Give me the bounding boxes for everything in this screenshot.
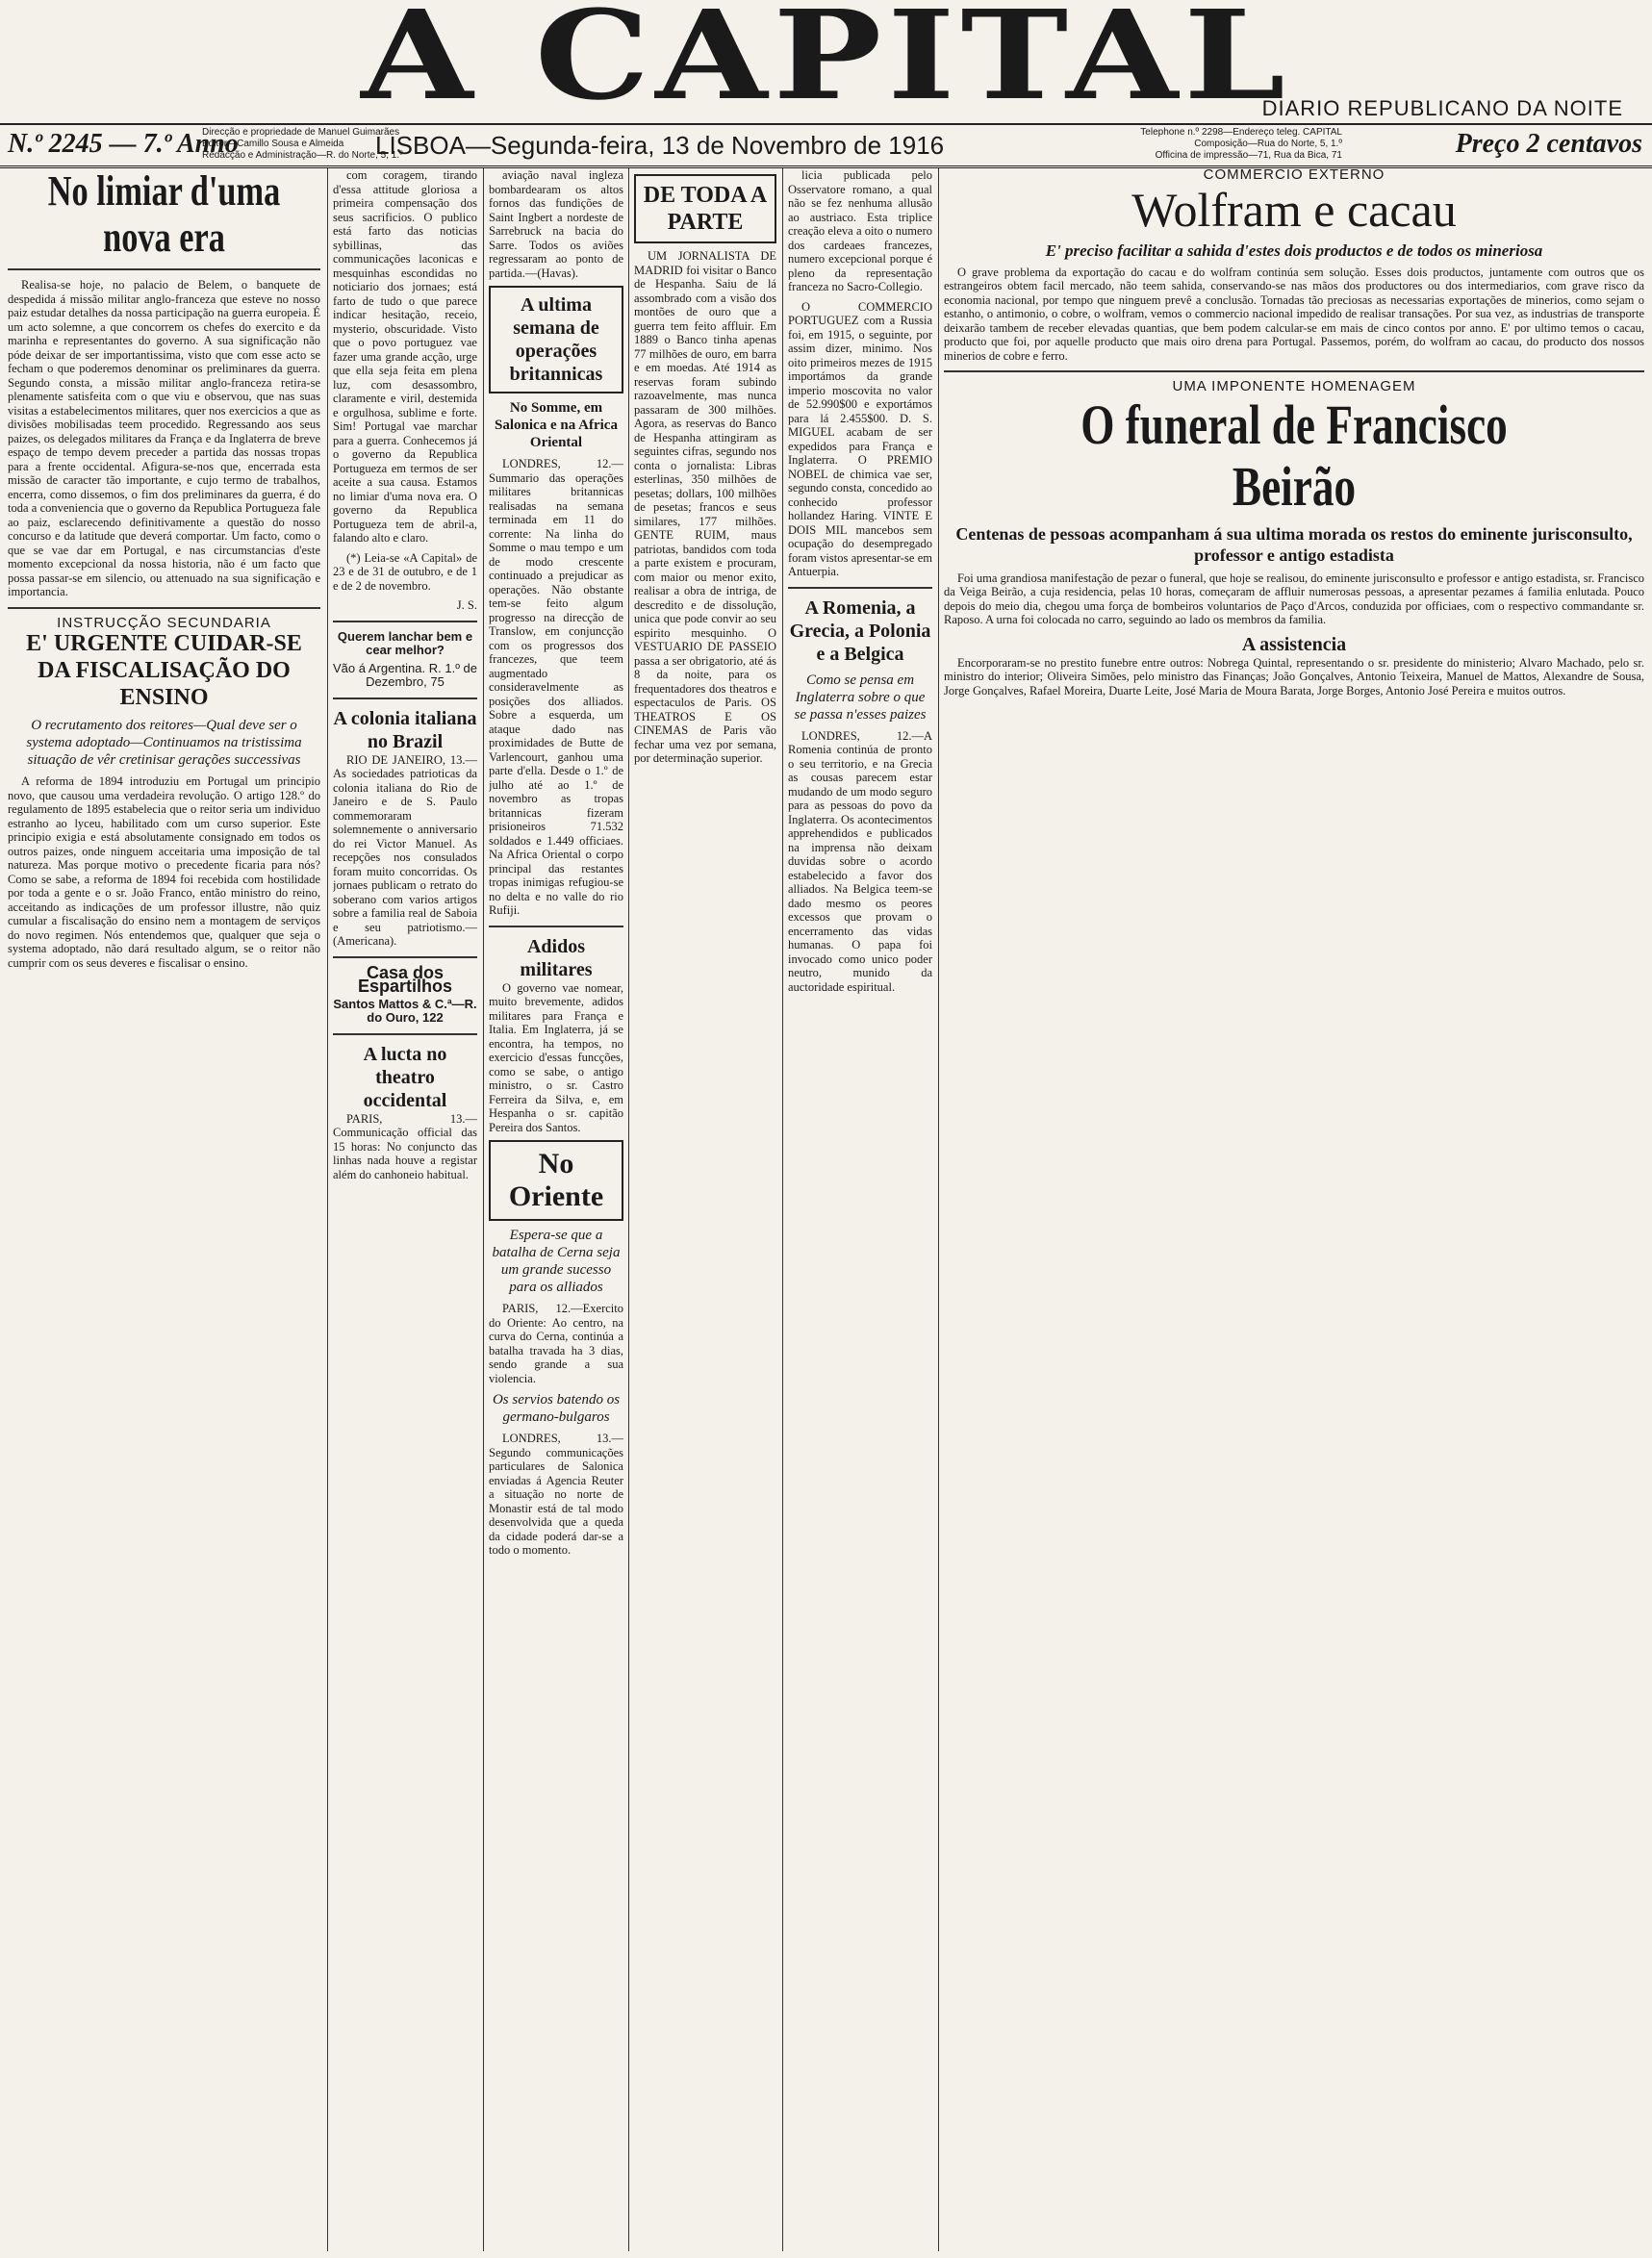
article-body: PARIS, 13.—Communicação official das 15 horas: No conjuncto das linhas nada houve a registar além do canhoneio habitual.	[333, 1111, 477, 1181]
telephone-line: Telephone n.º 2298—Endereço teleg. CAPITAL	[1140, 127, 1342, 138]
article-body: O governo vae nomear, muito brevemente, adidos militares para França e Italia. Em Inglaterra, já se encontra, ha tempos, no exercicio d'essas funcções, como se sabe, o antigo ministro, o sr. Castro Ferreira da Silva, e, em Hespanha o sr. capitão Pereira dos Santos.	[489, 980, 623, 1134]
headline-box	[489, 1140, 623, 1221]
headline-adidos: Adidos militares	[520, 935, 593, 980]
info-bar	[0, 123, 1652, 168]
divider	[944, 370, 1644, 372]
divider	[333, 956, 477, 958]
article-body: O grave problema da exportação do cacau e do wolfram continúa sem solução. Esses dois productos, juntamente com outros que os estrangeiros obtem facil mercado, não teem sahida, conservando-se nas mãos dos productores ou dos intermediarios, com grave risco da economia nacional, por tempo que ninguem prevê a conclusão. Tornadas tão preciosas as necessarias exportações de minerios, como sejam o estanho, o antimonio, o cobre, o wolfram, vemos o commercio nacional impedido de realisar transações. Por sua vez, as industrias de transporte deixarão tambem de receber elevadas quantias, que bem podem calcular-se em mais de cinco contos por anno. E' por ultimo temos o cacau, producto que foi, por aquelle producto que mais oiro drena para Portugal. Passemos, porém, do wolfram ao cacau, do producto dos nossos minerios de cobre e ferro.	[944, 265, 1644, 363]
article-body: LONDRES, 12.—Summario das operações militares britannicas realisadas na semana terminada em 11 do corrente: Na linha do Somme o mau tempo e um de modo crescente continuado a prejudicar as operações. Não obstante tem-se feito algum progresso na direcção de Translow, em conjuncção com os progressos dos francezes, que teem augmentado consideravelmente as posições dos alliados. Sobre a esquerda, um ataque dado nas proximidades de Butte de Varlencourt, ganhou uma parte d'ella. Desde o 1.º de julho até ao 1.º de novembro as tropas britannicas fizeram prisioneiros 71.532 soldados e 1.449 officiaes. Na Africa Oriental o corpo principal das restantes tropas inimigas refugiou-se no delta e no valle do rio Rufiji.	[489, 457, 623, 917]
article-deck: E' preciso facilitar a sahida d'estes dois productos e de todos os mineriosa	[1045, 241, 1543, 260]
divider	[788, 587, 932, 589]
article-deck: Como se pensa em Inglaterra sobre o que se passa n'esses paizes	[794, 672, 927, 723]
article-body: com coragem, tirando d'essa attitude gloriosa a primeira compensação dos seus sacrificios. O publico está farto das noticias sybillinas, das communicações laconicas e mesquinhas escondidas no noticiario dos jornaes; está farto de tudo o que parece indicar hesitação, receio, mysterio, obscuridade. Visto que o povo portuguez vae fazer uma grande acção, urge que ella seja feita em plena luz, com desassombro, claramente e viril, destemida e orgulhosa, sublime e forte. Sim! Portugal vae marchar para a guerra. Conhecemos já o governo da Republica Portugueza em termos de ser aceite a sua causa. Estamos no limiar d'uma nova era. O governo da Republica Portugueza tem de abril-a, falando alto e claro.	[333, 168, 477, 545]
column-rule	[628, 168, 629, 2251]
article-deck: Centenas de pessoas acompanham á sua ultima morada os restos do eminente jurisconsulto, professor e antigo estadista	[955, 523, 1633, 565]
article-body: LONDRES, 12.—A Romenia continúa de pronto o seu territorio, e na Grecia as cousas parecem estar mudando de um modo seguro para as pessoas do povo da Inglaterra. Os acontecimentos apprehendidos e publicados na imprensa não deixam duvidas sobre o acordo estabelecido a favor dos alliados. Na Belgica teem-se dado mesmo os peores excessos que provam o encerramento das vidas humanas. O papa foi invocado como unico poder neutro, munido da auctoridade espiritual.	[788, 728, 932, 994]
column-6	[944, 168, 1644, 2251]
headline-colonia: A colonia italiana no Brazil	[333, 707, 477, 752]
article-deck: No Somme, em Salonica e na Africa Oriental	[495, 400, 618, 450]
article-body: O COMMERCIO PORTUGUEZ com a Russia foi, em 1915, o seguinte, por assim dizer, minimo. Nos oito primeiros mezes de 1915 importámos da grande imperio moscovita no valor de 52.990$00 e exportámos para lá 2.455$00. D. S. MIGUEL acabam de ser expedidos para França e Inglaterra. O PREMIO NOBEL de chimica vae ser, segundo consta, concedido ao conhecido professor hollandez Haring. VINTE E DOIS MIL mancebos sem ocupação do desempregado foram vistos apresentar-se em Antuerpia.	[788, 299, 932, 578]
advert-espartilhos: Casa dos Espartilhos	[357, 962, 453, 996]
column-4	[634, 168, 776, 2251]
newspaper-subtitle: DIARIO REPUBLICANO DA NOITE	[1261, 96, 1623, 120]
column-rule	[327, 168, 328, 2251]
footnote: (*) Leia-se «A Capital» de 23 e de 31 de outubro, e de 1 e de 2 de novembro.	[333, 550, 477, 593]
column-3	[489, 168, 623, 2251]
column-1	[8, 168, 320, 2251]
printing-line: Officina de impressão—71, Rua da Bica, 71	[1155, 150, 1342, 161]
column-5	[788, 168, 932, 2251]
divider	[333, 1033, 477, 1035]
direction-info	[202, 127, 403, 162]
headline-oriente: No Oriente	[508, 1148, 604, 1212]
column-2	[333, 168, 477, 2251]
column-rule	[782, 168, 783, 2251]
headline-instrucao: E' URGENTE CUIDAR-SE DA FISCALISAÇÃO DO ENSINO	[26, 631, 302, 710]
column-rule	[938, 168, 939, 2251]
article-body: Foi uma grandiosa manifestação de pezar o funeral, que hoje se realisou, do eminente jurisconsulto e professor e antigo estadista, sr. Francisco da Veiga Beirão, a cuja residencia, pelas 10 horas, começaram de affluir numerosas pessoas, a apresentar pezames á familia enlutada. Pouco depois do meio dia, chegou uma força de bombeiros voluntarios de Paço d'Arcos, conduzida por officiaes, com o respectivo commandante sr. Raposo. A urna foi colocada no carro, seguindo ao lado os membros da familia.	[944, 571, 1644, 626]
signature: J. S.	[456, 598, 477, 612]
headline-assistencia: A assistencia	[1241, 633, 1347, 655]
headline-ultima-semana: A ultima semana de operações britannicas	[509, 294, 603, 385]
article-body: LONDRES, 13.—Segundo communicações particulares de Salonica enviadas á Agencia Reuter a situação no norte de Monastir está de tal modo desenvolvida que a queda da cidade poderá dar-se a todo o momento.	[489, 1432, 623, 1557]
editor-line: Editor—Camillo Sousa e Almeida	[202, 139, 344, 149]
headline-box	[634, 174, 776, 243]
issue-number: N.º 2245 — 7.º Anno	[8, 129, 239, 159]
article-deck: O recrutamento dos reitores—Qual deve ser o systema adoptado—Continuamos na tristissima situação de vêr cretinisar gerações successivas	[26, 718, 302, 768]
article-body: licia publicada pelo Osservatore romano, a qual não se fez nenhuma allusão ao austriaco. Esta triplice creação eleva a oito o numero dos cardeaes francezes, numero excepcional porque é pleno da representação franceza no Sacro-Collegio.	[788, 168, 932, 293]
article-body: aviação naval ingleza bombardearam os altos fornos das fundições de Saint Ingbert a nordeste de Sarrebruck na bacia do Sarre. Todos os aviões regressaram ao ponto de partida.—(Havas).	[489, 168, 623, 280]
contact-info	[1054, 127, 1342, 162]
section-kicker: UMA IMPONENTE HOMENAGEM	[1172, 378, 1416, 394]
price: Preço 2 centavos	[1455, 129, 1642, 159]
headline-lucta: A lucta no theatro occidental	[363, 1043, 447, 1111]
article-deck: Espera-se que a batalha de Cerna seja um grande sucesso para os alliados	[492, 1228, 621, 1295]
article-body: Encorporaram-se no prestito funebre entre outros: Nobrega Quintal, representando o sr. presidente do ministerio; Alvaro Machado, pelo sr. ministro do interior; Oliveira Simões, pelo ministro das Finanças; João Gonçalves, Antonio Teixeira, Manuel de Mattos, Alexandre de Sousa, Jorge Gonçalves, Rafael Moreira, Duarte Leite, José Maria de Moura Barata, Jorge Borges, Antonio José Pereira e muitos outros.	[944, 655, 1644, 698]
article-body: UM JORNALISTA DE MADRID foi visitar o Banco de Hespanha. Saiu de lá assombrado com a visão dos montões de ouro que a guerra tem feito affluir. Em 1889 o Banco tinha apenas 77 milhões de ouro, em barra e em moedas. Até 1914 as reservas foram subindo razoavelmente, mas nunca passaram de 300 milhões. Agora, as reservas do Banco de Hespanha attingiram as seguintes cifras, segundo nos conta o jornalista: Libras esterlinas, 350 milhões de pesetas; dollars, 100 milhões de pesetas; francos e seus similares, 177 milhões. GENTE RUIM, maus patriotas, bandidos com toda a parte existem e procuram, com maior ou menor exito, realisar a obra de intriga, de descredito e de dissolução, unica que pode convir ao seu espirito mesquinho. O VESTUARIO DE PASSEIO passa a ser obrigatorio, até ás 8 da noite, para os frequentadores dos theatros e espectaculos de Paris. OS THEATROS E OS CINEMAS de Paris vão fechar uma vez por semana, por determinação superior.	[634, 249, 776, 765]
composition-line: Composição—Rua do Norte, 5, 1.º	[1194, 139, 1342, 149]
issue-date: LISBOA—Segunda-feira, 13 de Novembro de 1916	[375, 131, 945, 160]
divider	[333, 698, 477, 699]
headline-de-toda-a-parte: DE TODA A PARTE	[643, 183, 768, 235]
headline-romenia: A Romenia, a Grecia, a Polonia e a Belgica	[789, 596, 931, 665]
article-deck: Os servios batendo os germano-bulgaros	[492, 1392, 621, 1425]
divider	[8, 607, 320, 609]
newspaper-title: A CAPITAL	[361, 0, 1291, 128]
advert-argentina-address: Vão á Argentina. R. 1.º de Dezembro, 75	[333, 660, 477, 689]
section-kicker: COMMERCIO EXTERNO	[1203, 168, 1385, 183]
article-body: Realisa-se hoje, no palacio de Belem, o banquete de despedida á missão militar anglo-franceza que esteve no nosso paiz estudar detalhes da nossa participação na guerra europeia. É um acto solemne, a que concorrem os chefes do exercito e da marinha e representantes do governo. A sua significação não póde deixar de ser importantissima, visto que com esse acto se fecham o que poderemos denominar os preliminares da guerra. Segundo consta, a missão militar anglo-franceza retira-se plenamente satisfeita com o que viu e observou, que nas suas visitas a estabelecimentos militares, quer nos exercicios a que as divisões mobilisadas teem procedido. Regressando aos seus paizes, os delegados militares da França e da Inglaterra de breve espaço de tempo devem preceder a partida das nossas tropas para a frente occidental. Afigura-se-nos que, encerrada esta missão de caracter tão importante, e cujo termo de trabalhos, encerra, como dissemos, o fim dos preliminares da guerra, é do toda a conveniencia que o governo da Republica Portugueza fale ao paiz, esclarecendo definitivamente a questão do nosso concurso e da latitude que deverá comportar. Um facto, como o que se vae dar em Portugal, e nas circumstancias d'este momento excepcional da nossa historia, não é um facto que possa passar-se em silencio, ou attenuado na sua significação e importancia.	[8, 278, 320, 598]
headline-funeral: O funeral de Francisco Beirão	[1080, 393, 1508, 518]
divider	[333, 621, 477, 622]
column-rule	[483, 168, 484, 2251]
headline-wolfram: Wolfram e cacau	[1131, 182, 1457, 237]
advert-argentina: Querem lanchar bem e cear melhor?	[337, 628, 473, 657]
article-body: PARIS, 12.—Exercito do Oriente: Ao centro, na curva do Cerna, continúa a batalha travada ha 3 dias, sendo grande a sua violencia.	[489, 1302, 623, 1385]
divider	[8, 268, 320, 270]
section-kicker: INSTRUCÇÃO SECUNDARIA	[57, 614, 271, 631]
advert-espartilhos-address: Santos Mattos & C.ª—R. do Ouro, 122	[333, 996, 477, 1025]
article-body: RIO DE JANEIRO, 13.—As sociedades patrioticas da colonia italiana do Rio de Janeiro e de S. Paulo commemoraram solemnemente o anniversario do rei Victor Manuel. As recepções nos consulados foram muito concorridas. Os jornaes publicam o retrato do soberano com varios artigos sobre a familia real de Saboia e seu patriotismo.—(Americana).	[333, 752, 477, 948]
redaction-line: Redacção e Administração—R. do Norte, 5, 1.º	[202, 150, 403, 161]
divider	[489, 926, 623, 927]
direction-line: Direcção e propriedade de Manuel Guimarães	[202, 127, 400, 138]
article-body: A reforma de 1894 introduziu em Portugal um principio novo, que causou uma verdadeira revolução. O artigo 128.º do regulamento de 1895 estabelecia que o reitor seria um individuo estranho ao lyceu, habilitado com um curso superior. Este principio exigia e está absolutamente consignado em todos os outros paizes, onde ninguem acceitaria uma imposição de tal natureza. Mas porque motivo o precedente ficaria para nós? Como se sabe, a reforma de 1894 foi recebida com hostilidade por toda a gente e o sr. João Franco, então ministro do reino, acceitando as indicações de um professor illustre, não quiz cumular a fiscalisação do ensino nem a montagem de serviços do novo regimen. Nós entendemos que, qualquer que seja o systema adoptado, não dará resultado algum, se o reitor não cumprir com os seus deveres e fiscalisar o ensino.	[8, 774, 320, 970]
headline-box	[489, 286, 623, 393]
headline-limiar: No limiar d'uma nova era	[47, 168, 281, 261]
